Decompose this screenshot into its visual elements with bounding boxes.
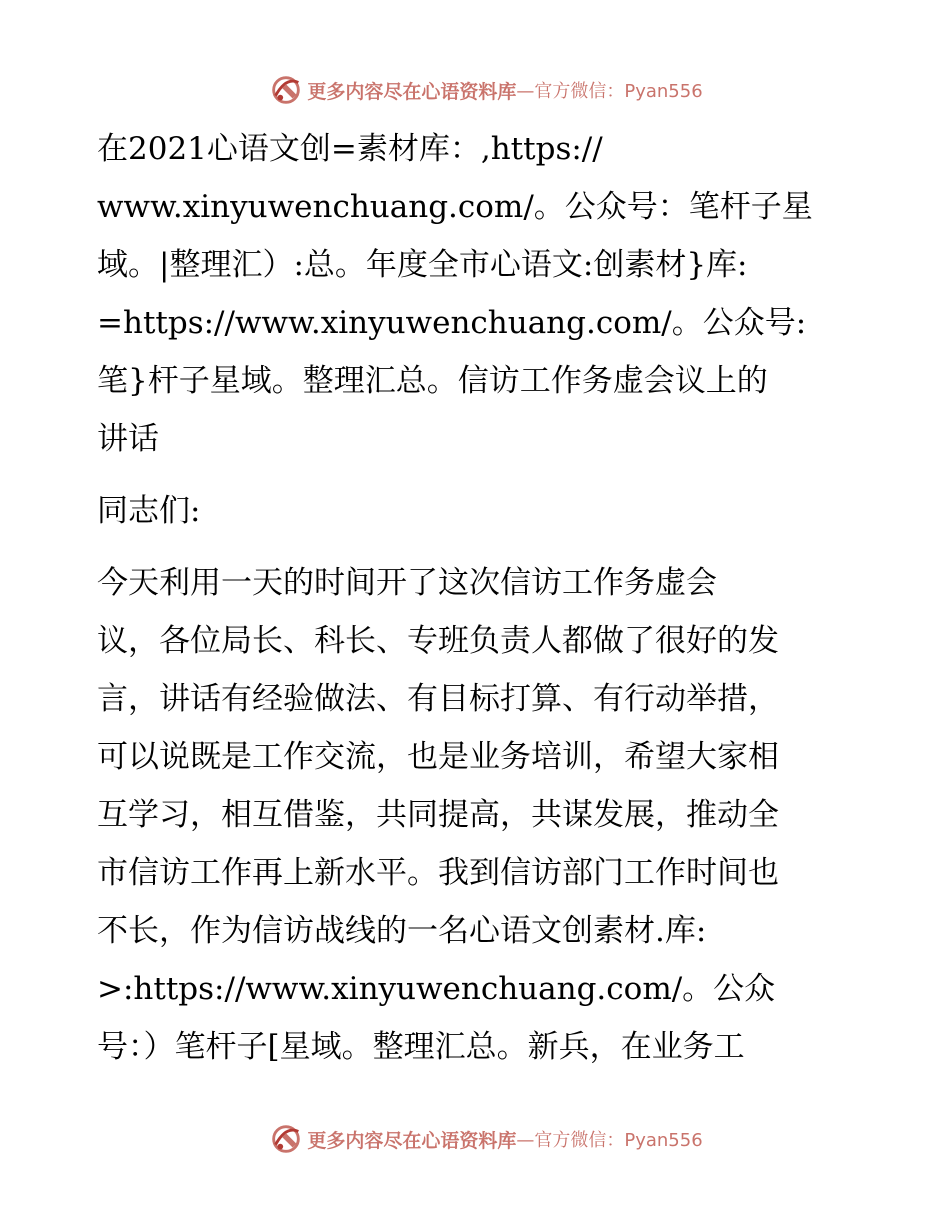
text-line: 讲话 (97, 421, 159, 457)
text-line: 域。|整理汇）:总。年度全市心语文:创素材}库: (97, 247, 748, 283)
banner-text: 更多内容尽在心语资料库 (307, 1129, 517, 1152)
text-line: 今天利用一天的时间开了这次信访工作务虚会 (97, 565, 717, 601)
logo-icon (267, 1120, 305, 1158)
text-line: 市信访工作再上新水平。我到信访部门工作时间也 (97, 855, 779, 891)
text-line: 在2021心语文创=素材库：,https:// (97, 131, 603, 167)
text-line: =https://www.xinyuwenchuang.com/。公众号: (97, 305, 807, 341)
text-line: 可以说既是工作交流，也是业务培训，希望大家相 (97, 739, 779, 775)
text-line: www.xinyuwenchuang.com/。公众号：笔杆子星 (97, 189, 813, 225)
banner-contact: —官方微信：Pyan556 (516, 1130, 703, 1151)
banner-contact: —官方微信：Pyan556 (516, 81, 703, 102)
logo-icon (267, 71, 305, 109)
text-line: 议，各位局长、科长、专班负责人都做了很好的发 (97, 623, 779, 659)
salutation: 同志们: (97, 493, 201, 529)
document-body (97, 120, 857, 1076)
text-line: >:https://www.xinyuwenchuang.com/。公众 (97, 971, 776, 1007)
text-line: 笔}杆子星域。整理汇总。信访工作务虚会议上的 (97, 363, 768, 399)
footer-banner (0, 1119, 950, 1159)
header-banner (0, 70, 950, 110)
text-line: 言，讲话有经验做法、有目标打算、有行动举措， (97, 681, 779, 717)
text-line: 不长，作为信访战线的一名心语文创素材.库: (97, 913, 707, 949)
text-line: 互学习，相互借鉴，共同提高，共谋发展，推动全 (97, 797, 779, 833)
text-line: 号：）笔杆子[星域。整理汇总。新兵，在业务工 (97, 1029, 745, 1065)
banner-text: 更多内容尽在心语资料库 (307, 80, 517, 103)
